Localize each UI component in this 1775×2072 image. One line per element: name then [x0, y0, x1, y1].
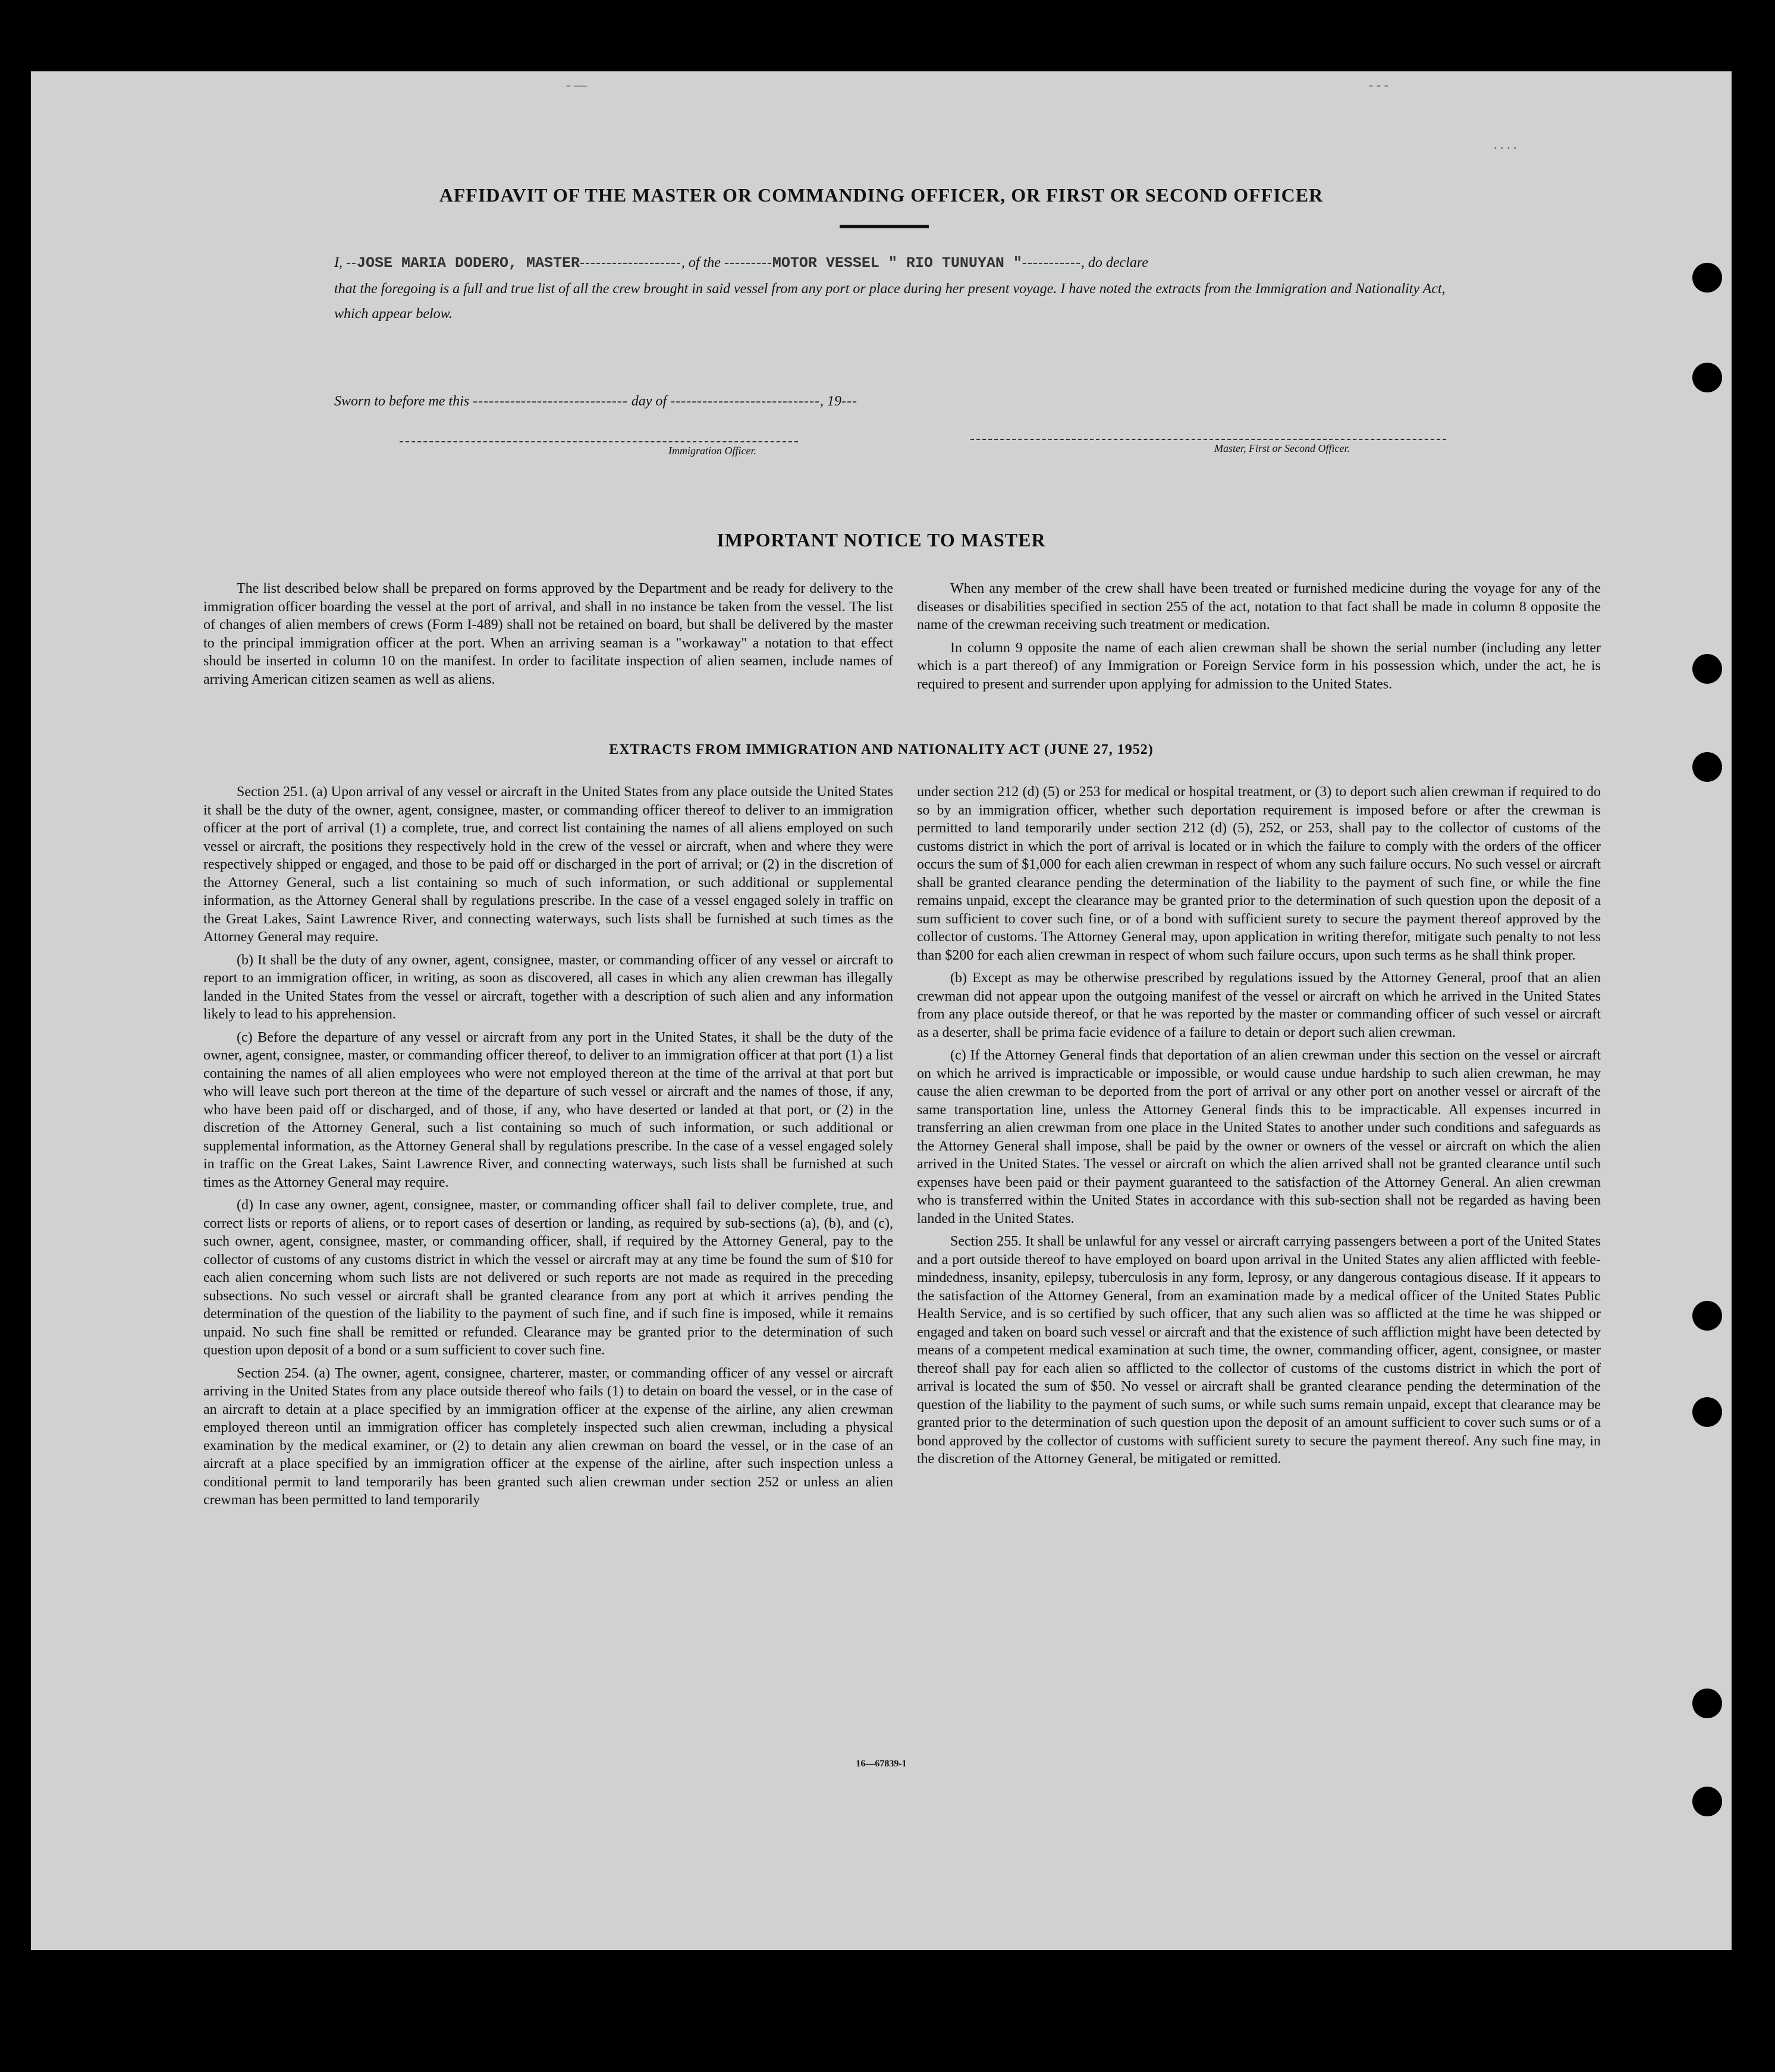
extracts-title: EXTRACTS FROM IMMIGRATION AND NATIONALITY ACT (JUNE 27, 1952) — [609, 742, 1154, 757]
do-declare-label: , do declare — [1080, 255, 1148, 271]
punch-hole — [1692, 263, 1722, 293]
title-rule — [840, 225, 929, 228]
master-signature-line — [970, 439, 1446, 440]
punch-hole — [1692, 1787, 1722, 1816]
section-254b: (b) Except as may be otherwise prescribed by regulations issued by the Attorney General, proof that an alien crewman did not appear upon the outgoing manifest of the vessel or aircraft on which he arrived in the United States from any place outside thereof, or that he was reported by the master or commanding officer of such vessel or aircraft as a deserter, shall be prima facie evidence of a failure to detain or deport such alien crewman. — [917, 970, 1601, 1040]
punch-hole — [1692, 1397, 1722, 1427]
notice-paragraph: The list described below shall be prepared on forms approved by the Department and be ready for delivery to the immigration officer boarding the vessel at the port of arrival, and shall in no instance be taken from the vessel. The list of changes of alien members of crews (Form I-489) shall not be retained on board, but shall be delivered by the master to the principal immigration officer at the port. When an arriving seaman is a "workaway" a notation to that effect should be inserted in column 10 on the manifest. In order to facilitate inspection of alien seamen, include names of arriving American citizen seamen as well as aliens. — [203, 581, 893, 687]
dots: ----------- — [1022, 255, 1081, 271]
declaration-text: that the foregoing is a full and true list of all the crew brought in said vessel from any port or place during her present voyage. I have noted the extracts from the Immigration and Nationality Act, which appear below. — [334, 281, 1446, 322]
declaration-block — [334, 250, 1476, 326]
section-251d: (d) In case any owner, agent, consignee, master, or commanding officer shall fail to deliver complete, true, and correct lists or reports of aliens, or to report cases of desertion or landing, as required by sub-sections (a), (b), and (c), such owner, agent, consignee, master, or commanding officer, shall, if required by the Attorney General, pay to the collector of customs of any customs district in which the vessel or aircraft may at any time be found the sum of $10 for each alien concerning whom such lists are not delivered or such reports are not made as required in the preceding subsections. No such vessel or aircraft shall be granted clearance from any port at which it arrives pending the determination of the question of the liability to the payment of such fine, and if such fine is imposed, while it remains unpaid. No such fine shall be remitted or refunded. Clearance may be granted prior to the determination of such question upon deposit of a bond or a sum sufficient to cover such fine. — [203, 1197, 893, 1358]
dots: ------------------- — [580, 255, 681, 271]
of-the-label: , of the — [681, 255, 721, 271]
section-254a-continued: under section 212 (d) (5) or 253 for medical or hospital treatment, or (3) to deport such alien crewman if required to do so by an immigration officer, whether such deportation requirement is imposed before or after the crewman is permitted to land temporarily under section 212 (d) (5), 252, or 253, shall pay to the collector of customs of the customs district in which the port of arrival is located or in which the failure to comply with the orders of the officer occurs the sum of $1,000 for each alien crewman in respect of whom any such failure occurs. No such vessel or aircraft shall be granted clearance pending the determination of the liability to the payment of such fine, or while the fine remains unpaid, except the clearance may be granted prior to the determination of such question upon the deposit of a sum sufficient to cover such fine, or of a bond with sufficient surety to secure the payment thereof approved by the collector of customs. The Attorney General may, upon application in writing therefor, mitigate such penalty to not less than $200 for each alien crewman in respect of whom such failure occurs, upon such terms as he shall think proper. — [917, 784, 1601, 963]
extracts-right-column — [917, 783, 1601, 1473]
section-251b: (b) It shall be the duty of any owner, agent, consignee, master, or commanding officer of any vessel or aircraft to report to an immigration officer, in writing, as soon as discovered, all cases in which any alien crewman has illegally landed in the United States from the vessel or aircraft, together with a description of such alien and any information likely to lead to his apprehension. — [203, 952, 893, 1022]
notice-paragraph: When any member of the crew shall have been treated or furnished medicine during the voyage for any of the diseases or disabilities specified in section 255 of the act, notation to that fact shall be made in column 8 opposite the name of the crewman receiving such treatment or medication. — [917, 581, 1601, 633]
vessel-name: MOTOR VESSEL " RIO TUNUYAN " — [772, 254, 1022, 272]
scan-mark: - — — [566, 77, 587, 92]
declaration-line-1 — [334, 250, 1476, 276]
notice-paragraph: In column 9 opposite the name of each alien crewman shall be shown the serial number (including any letter which is a part thereof) of any Immigration or Foreign Service form in his possession which, under the act, he is required to present and surrender upon applying for admission to the United States. — [917, 640, 1601, 692]
punch-hole — [1692, 1689, 1722, 1718]
dots: -- — [346, 255, 357, 271]
section-251a: Section 251. (a) Upon arrival of any vessel or aircraft in the United States from any place outside the United States it shall be the duty of the owner, agent, consignee, master, or commanding officer thereof to deliver to an immigration officer at the port of arrival (1) a complete, true, and correct list containing the names of all aliens employed on such vessel or aircraft, the positions they respectively hold in the crew of the vessel or aircraft, when and where they were respectively shipped or engaged, and those to be paid off or discharged in the port of arrival; or (2) in the discretion of the Attorney General, such a list containing so much of such information, or such additional or supplemental information, as the Attorney General shall by regulations prescribe. In the case of a vessel engaged solely in traffic on the Great Lakes, Saint Lawrence River, and connecting waterways, such lists shall be furnished at such times as the Attorney General may require. — [203, 784, 893, 945]
immigration-officer-label: Immigration Officer. — [668, 445, 756, 457]
master-name: JOSE MARIA DODERO, MASTER — [356, 254, 580, 272]
immigration-officer-line — [400, 441, 798, 442]
i-label: I, — [334, 255, 343, 271]
punch-hole — [1692, 363, 1722, 392]
section-254c: (c) If the Attorney General finds that deportation of an alien crewman under this section on the vessel or aircraft on which he arrived is impracticable or impossible, or would cause undue hardship to such alien crewman, he may cause the alien crewman to be deported from the port of arrival or any other port on another vessel or aircraft of the same transportation line, unless the Attorney General finds this to be impracticable. All expenses incurred in transferring an alien crewman from one place in the United States to another under such conditions and safeguards as the Attorney General shall impose, shall be paid by the owner or owners of the vessel or aircraft on which the alien arrived in the United States. The vessel or aircraft on which the alien arrived shall not be granted clearance until such expenses have been paid or their payment guaranteed to the satisfaction of the Attorney General. An alien crewman who is transferred within the United States in accordance with this sub-section shall not be regarded as having been landed in the United States. — [917, 1048, 1601, 1227]
scan-mark: . . . . — [1494, 137, 1517, 152]
punch-hole — [1692, 1301, 1722, 1331]
scan-mark: - - - — [1369, 77, 1388, 92]
punch-hole — [1692, 654, 1722, 684]
dots: --------- — [724, 255, 772, 271]
year-label: , 19 — [820, 394, 841, 409]
section-251c: (c) Before the departure of any vessel or aircraft from any port in the United States, it shall be the duty of the owner, agent, consignee, master, or commanding officer thereof, to deliver to an immigration officer at that port (1) a list containing the names of all alien employees who were not employed thereon at the time of the arrival at that port but who will leave such port thereon at the time of the departure of such vessel or aircraft and the names of those, if any, who have been paid off or discharged, and of those, if any, who have deserted or landed at that port, or (2) in the discretion of the Attorney General, such a list containing so much of such information, or such additional or supplemental information, as the Attorney General shall by regulations prescribe. In the case of a vessel engaged solely in traffic on the Great Lakes, Saint Lawrence River, and connecting waterways, such lists shall be furnished at such times as the Attorney General may require. — [203, 1029, 893, 1190]
master-signature-label: Master, First or Second Officer. — [1214, 442, 1350, 454]
document-page — [31, 71, 1732, 1950]
dots: ----------------------------- — [473, 394, 628, 409]
sworn-label: Sworn to before me this — [334, 394, 470, 409]
affidavit-title: AFFIDAVIT OF THE MASTER OR COMMANDING OFFICER, OR FIRST OR SECOND OFFICER — [439, 184, 1324, 206]
day-of-label: day of — [631, 394, 667, 409]
section-255: Section 255. It shall be unlawful for any vessel or aircraft carrying passengers between a port of the United States and a port outside thereof to have employed on board upon arrival in the United States any alien afflicted with feeble-mindedness, insanity, epilepsy, tuberculosis in any form, leprosy, or any dangerous contagious disease. If it appears to the satisfaction of the Attorney General, from an examination made by a medical officer of the United States Public Health Service, and is so certified by such officer, that any such alien was so afflicted at the time he was shipped or engaged and taken on board such vessel or aircraft and that the existence of such affliction might have been detected by means of a competent medical examination at such time, the owner, commanding officer, agent, consignee, or master thereof shall pay for each alien so afflicted to the collector of customs of the customs district in which the port of arrival is located the sum of $50. No vessel or aircraft shall be granted clearance pending the determination of the question of the liability to the payment of such sums, or while such sums remain unpaid, except that clearance may be granted prior to the determination of such question upon the deposit of an amount sufficient to cover such sums or of a bond approved by the collector of customs with sufficient surety to secure the payment thereof. Any such fine may, in the discretion of the Attorney General, be mitigated or remitted. — [917, 1234, 1601, 1467]
dots: --- — [841, 394, 857, 409]
notice-title: IMPORTANT NOTICE TO MASTER — [717, 529, 1046, 551]
sworn-line — [334, 394, 1167, 410]
section-254a: Section 254. (a) The owner, agent, consignee, charterer, master, or commanding officer of any vessel or aircraft arriving in the United States from any place outside thereof who fails (1) to detain on board the vessel, or in the case of an aircraft to detain at a place specified by an immigration officer at the expense of the airline, any alien crewman employed thereon until an immigration officer has completely inspected such alien crewman, including a physical examination by the medical examiner, or (2) to detain any alien crewman on board the vessel, or in the case of an aircraft at a place specified by an immigration officer at the expense of the airline, after such inspection unless a conditional permit to land temporarily has been granted such alien crewman under section 252 or unless an alien crewman has been permitted to land temporarily — [203, 1365, 893, 1508]
notice-left-column — [203, 580, 893, 693]
extracts-left-column — [203, 783, 893, 1514]
form-number: 16—67839-1 — [856, 1759, 907, 1769]
notice-right-column — [917, 580, 1601, 698]
dots: ---------------------------- — [670, 394, 820, 409]
